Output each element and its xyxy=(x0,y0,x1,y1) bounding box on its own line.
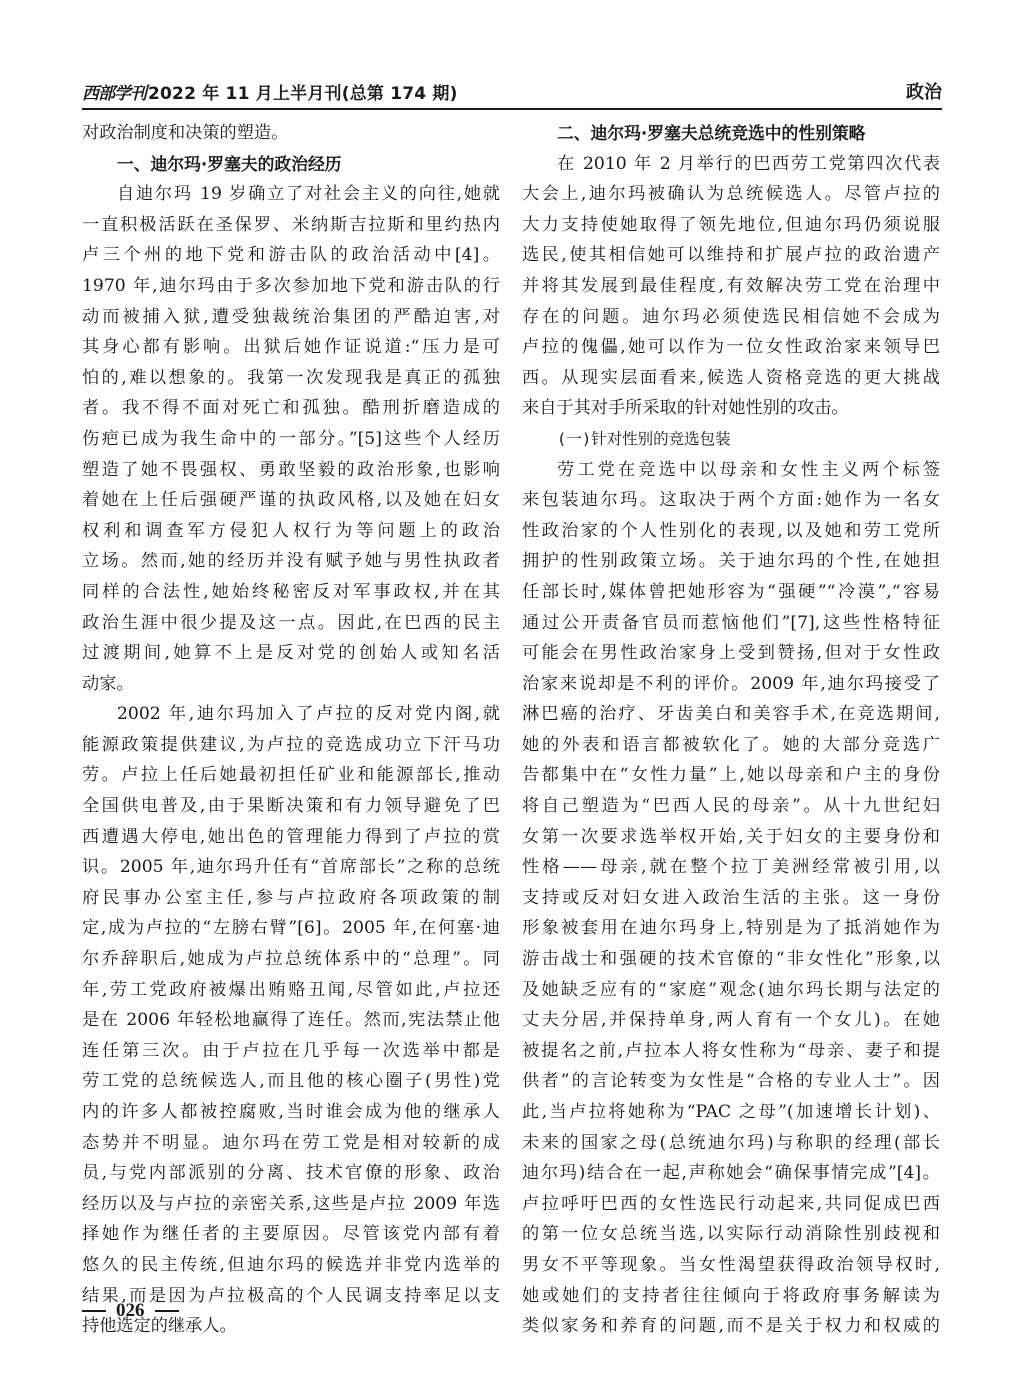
section-name: 政治 xyxy=(906,82,942,103)
issue-info: 2022 年 11 月上半月刊(总第 174 期) xyxy=(148,84,458,104)
running-header xyxy=(82,68,942,110)
right-column-text-line: 可能会在男性政治家身上受到赞扬,但对于女性政 xyxy=(522,643,940,664)
right-column-text-line: 并将其发展到最佳程度,有效解决劳工党在治理中 xyxy=(522,275,940,296)
left-column-text-line: 内的许多人都被控腐败,当时谁会成为他的继承人 xyxy=(82,1102,500,1122)
right-column-text-line: 大会上,迪尔玛被确认为总统候选人。尽管卢拉的 xyxy=(522,184,940,205)
left-column xyxy=(82,118,500,1342)
right-column-text-line: 性格——母亲,就在整个拉丁美洲经常被引用,以 xyxy=(522,857,940,878)
left-column-text-line: 员,与党内部派别的分离、技术官僚的形象、政治 xyxy=(82,1163,500,1184)
right-column-text-line: 任部长时,媒体曾把她形容为“强硬”“冷漠”,“容易 xyxy=(522,581,940,602)
right-column-text-line: 此,当卢拉将她称为“PAC 之母”(加速增长计划)、 xyxy=(522,1102,940,1122)
left-column-text-line: 卢三个州的地下党和游击队的政治活动中[4]。 xyxy=(82,245,500,266)
left-column-text-line: 定,成为卢拉的“左膀右臂”[6]。2005 年,在何塞·迪 xyxy=(82,918,500,939)
right-column-section-heading: 二、迪尔玛·罗塞夫总统竞选中的性别策略 xyxy=(557,123,866,143)
left-column-text-line: 年,劳工党政府被爆出贿赂丑闻,尽管如此,卢拉还 xyxy=(82,979,500,1000)
left-column-text-line: 对政治制度和决策的塑造。 xyxy=(82,123,289,143)
page-number: 026 xyxy=(116,1300,145,1321)
left-column-text-line: 怕的,难以想象的。我第一次发现我是真正的孤独 xyxy=(82,367,500,388)
left-column-text-line: 西遭遇大停电,她出色的管理能力得到了卢拉的赏 xyxy=(82,826,500,847)
left-column-text-line: 识。2005 年,迪尔玛升任有“首席部长”之称的总统 xyxy=(82,857,500,878)
left-column-text-line: 者。我不得不面对死亡和孤独。酷刑折磨造成的 xyxy=(82,398,500,419)
right-column-paragraph-start: 劳工党在竞选中以母亲和女性主义两个标签 xyxy=(557,459,940,480)
right-column-paragraph-start: 在 2010 年 2 月举行的巴西劳工党第四次代表 xyxy=(557,153,940,174)
right-column-text-line: 拥护的性别政策立场。关于迪尔玛的个性,在她担 xyxy=(522,551,940,572)
left-column-text-line: 全国供电普及,由于果断决策和有力领导避免了巴 xyxy=(82,796,500,817)
left-column-text-line: 立场。然而,她的经历并没有赋予她与男性执政者 xyxy=(82,551,500,572)
left-column-text-line: 经历以及与卢拉的亲密关系,这些是卢拉 2009 年选 xyxy=(82,1193,500,1214)
right-column-text-line: 性政治家的个人性别化的表现,以及她和劳工党所 xyxy=(522,520,940,541)
right-column-text-line: 选民,使其相信她可以维持和扩展卢拉的政治遗产 xyxy=(522,245,940,266)
right-column-text-line: 的第一位女总统当选,以实际行动消除性别歧视和 xyxy=(522,1224,940,1245)
left-column-paragraph-start: 2002 年,迪尔玛加入了卢拉的反对党内阁,就 xyxy=(117,704,500,725)
left-column-text-line: 同样的合法性,她始终秘密反对军事政权,并在其 xyxy=(82,581,500,602)
right-column xyxy=(522,118,940,1342)
left-column-text-line: 动而被捕入狱,遭受独裁统治集团的严酷迫害,对 xyxy=(82,306,500,327)
right-column-text-line: 及她缺乏应有的“家庭”观念(迪尔玛长期与法定的 xyxy=(522,979,940,1000)
right-column-text-line: 女第一次要求选举权开始,关于妇女的主要身份和 xyxy=(522,826,940,847)
right-column-text-line: 西。从现实层面看来,候选人资格竞选的更大挑战 xyxy=(522,367,940,388)
right-column-text-line: 淋巴癌的治疗、牙齿美白和美容手术,在竞选期间, xyxy=(522,704,940,725)
left-column-text-line: 政治生涯中很少提及这一点。因此,在巴西的民主 xyxy=(82,612,500,633)
left-column-text-line: 塑造了她不畏强权、勇敢坚毅的政治形象,也影响 xyxy=(82,459,500,480)
right-column-text-line: 她或她们的支持者往往倾向于将政府事务解读为 xyxy=(522,1285,940,1306)
right-column-subsection-heading: (一)针对性别的竞选包装 xyxy=(557,429,731,448)
right-column-text-line: 供者”的言论转变为女性是“合格的专业人士”。因 xyxy=(522,1071,940,1092)
left-column-section-heading: 一、迪尔玛·罗塞夫的政治经历 xyxy=(117,153,342,174)
right-column-text-line: 男女不平等现象。当女性渴望获得政治领导权时, xyxy=(522,1254,940,1275)
right-column-text-line: 被提名之前,卢拉本人将女性称为“母亲、妻子和提 xyxy=(522,1040,940,1061)
right-column-text-line: 治家来说却是不利的评价。2009 年,迪尔玛接受了 xyxy=(522,673,940,694)
left-column-text-line: 尔乔辞职后,她成为卢拉总统体系中的“总理”。同 xyxy=(82,949,500,970)
right-column-text-line: 来包装迪尔玛。这取决于两个方面:她作为一名女 xyxy=(522,490,940,511)
right-column-text-line: 来自于其对手所采取的针对她性别的攻击。 xyxy=(522,398,849,419)
footer-dash-left xyxy=(82,1310,106,1312)
right-column-text-line: 迪尔玛)结合在一起,声称她会“确保事情完成”[4]。 xyxy=(522,1163,940,1184)
left-column-text-line: 其身心都有影响。出狱后她作证说道:“压力是可 xyxy=(82,337,500,358)
right-column-text-line: 形象被套用在迪尔玛身上,特别是为了抵消她作为 xyxy=(522,918,940,939)
left-column-text-line: 连任第三次。由于卢拉在几乎每一次选举中都是 xyxy=(82,1040,500,1061)
left-column-text-line: 一直积极活跃在圣保罗、米纳斯吉拉斯和里约热内 xyxy=(82,214,500,235)
left-column-text-line: 择她作为继任者的主要原因。尽管该党内部有着 xyxy=(82,1224,500,1245)
right-column-text-line: 类似家务和养育的问题,而不是关于权力和权威的 xyxy=(522,1316,940,1337)
right-column-text-line: 通过公开责备官员而惹恼他们”[7],这些性格特征 xyxy=(522,612,940,633)
header-left xyxy=(82,79,458,108)
left-column-paragraph-start: 自迪尔玛 19 岁确立了对社会主义的向往,她就 xyxy=(117,184,500,205)
page-footer xyxy=(82,1300,179,1322)
left-column-text-line: 动家。 xyxy=(82,673,134,694)
left-column-text-line: 悠久的民主传统,但迪尔玛的候选并非党内选举的 xyxy=(82,1254,500,1275)
right-column-text-line: 丈夫分居,并保持单身,两人育有一个女儿)。在她 xyxy=(522,1010,940,1031)
right-column-text-line: 游击战士和强硬的技术官僚的“非女性化”形象,以 xyxy=(522,949,940,970)
right-column-text-line: 告都集中在“女性力量”上,她以母亲和户主的身份 xyxy=(522,765,940,786)
left-column-text-line: 伤疤已成为我生命中的一部分。”[5]这些个人经历 xyxy=(82,428,500,449)
left-column-text-line: 态势并不明显。迪尔玛在劳工党是相对较新的成 xyxy=(82,1132,500,1153)
footer-dash-right xyxy=(155,1310,179,1312)
left-column-text-line: 权利和调查军方侵犯人权行为等问题上的政治 xyxy=(82,520,500,541)
left-column-text-line: 是在 2006 年轻松地赢得了连任。然而,宪法禁止他 xyxy=(82,1010,500,1031)
left-column-text-line: 劳工党的总统候选人,而且他的核心圈子(男性)党 xyxy=(82,1071,500,1092)
left-column-text-line: 劳。卢拉上任后她最初担任矿业和能源部长,推动 xyxy=(82,765,500,786)
right-column-text-line: 卢拉的傀儡,她可以作为一位女性政治家来领导巴 xyxy=(522,337,940,358)
right-column-text-line: 她的外表和语言都被软化了。她的大部分竞选广 xyxy=(522,734,940,755)
left-column-text-line: 过渡期间,她算不上是反对党的创始人或知名活 xyxy=(82,643,500,664)
journal-logo: 西部学刊 xyxy=(82,84,146,104)
left-column-text-line: 结果,而是因为卢拉极高的个人民调支持率足以支 xyxy=(82,1285,500,1306)
right-column-text-line: 存在的问题。迪尔玛必须使选民相信她不会成为 xyxy=(522,306,940,327)
right-column-text-line: 将自己塑造为“巴西人民的母亲”。从十九世纪妇 xyxy=(522,796,940,817)
right-column-text-line: 支持或反对妇女进入政治生活的主张。这一身份 xyxy=(522,887,940,908)
left-column-text-line: 能源政策提供建议,为卢拉的竞选成功立下汗马功 xyxy=(82,734,500,755)
left-column-text-line: 1970 年,迪尔玛由于多次参加地下党和游击队的行 xyxy=(82,275,500,296)
left-column-text-line: 持他选定的继承人。 xyxy=(82,1316,237,1337)
left-column-text-line: 府民事办公室主任,参与卢拉政府各项政策的制 xyxy=(82,887,500,908)
right-column-text-line: 卢拉呼吁巴西的女性选民行动起来,共同促成巴西 xyxy=(522,1193,940,1214)
right-column-text-line: 未来的国家之母(总统迪尔玛)与称职的经理(部长 xyxy=(522,1132,940,1153)
left-column-text-line: 着她在上任后强硬严谨的执政风格,以及她在妇女 xyxy=(82,490,500,511)
right-column-text-line: 大力支持使她取得了领先地位,但迪尔玛仍须说服 xyxy=(522,214,940,235)
